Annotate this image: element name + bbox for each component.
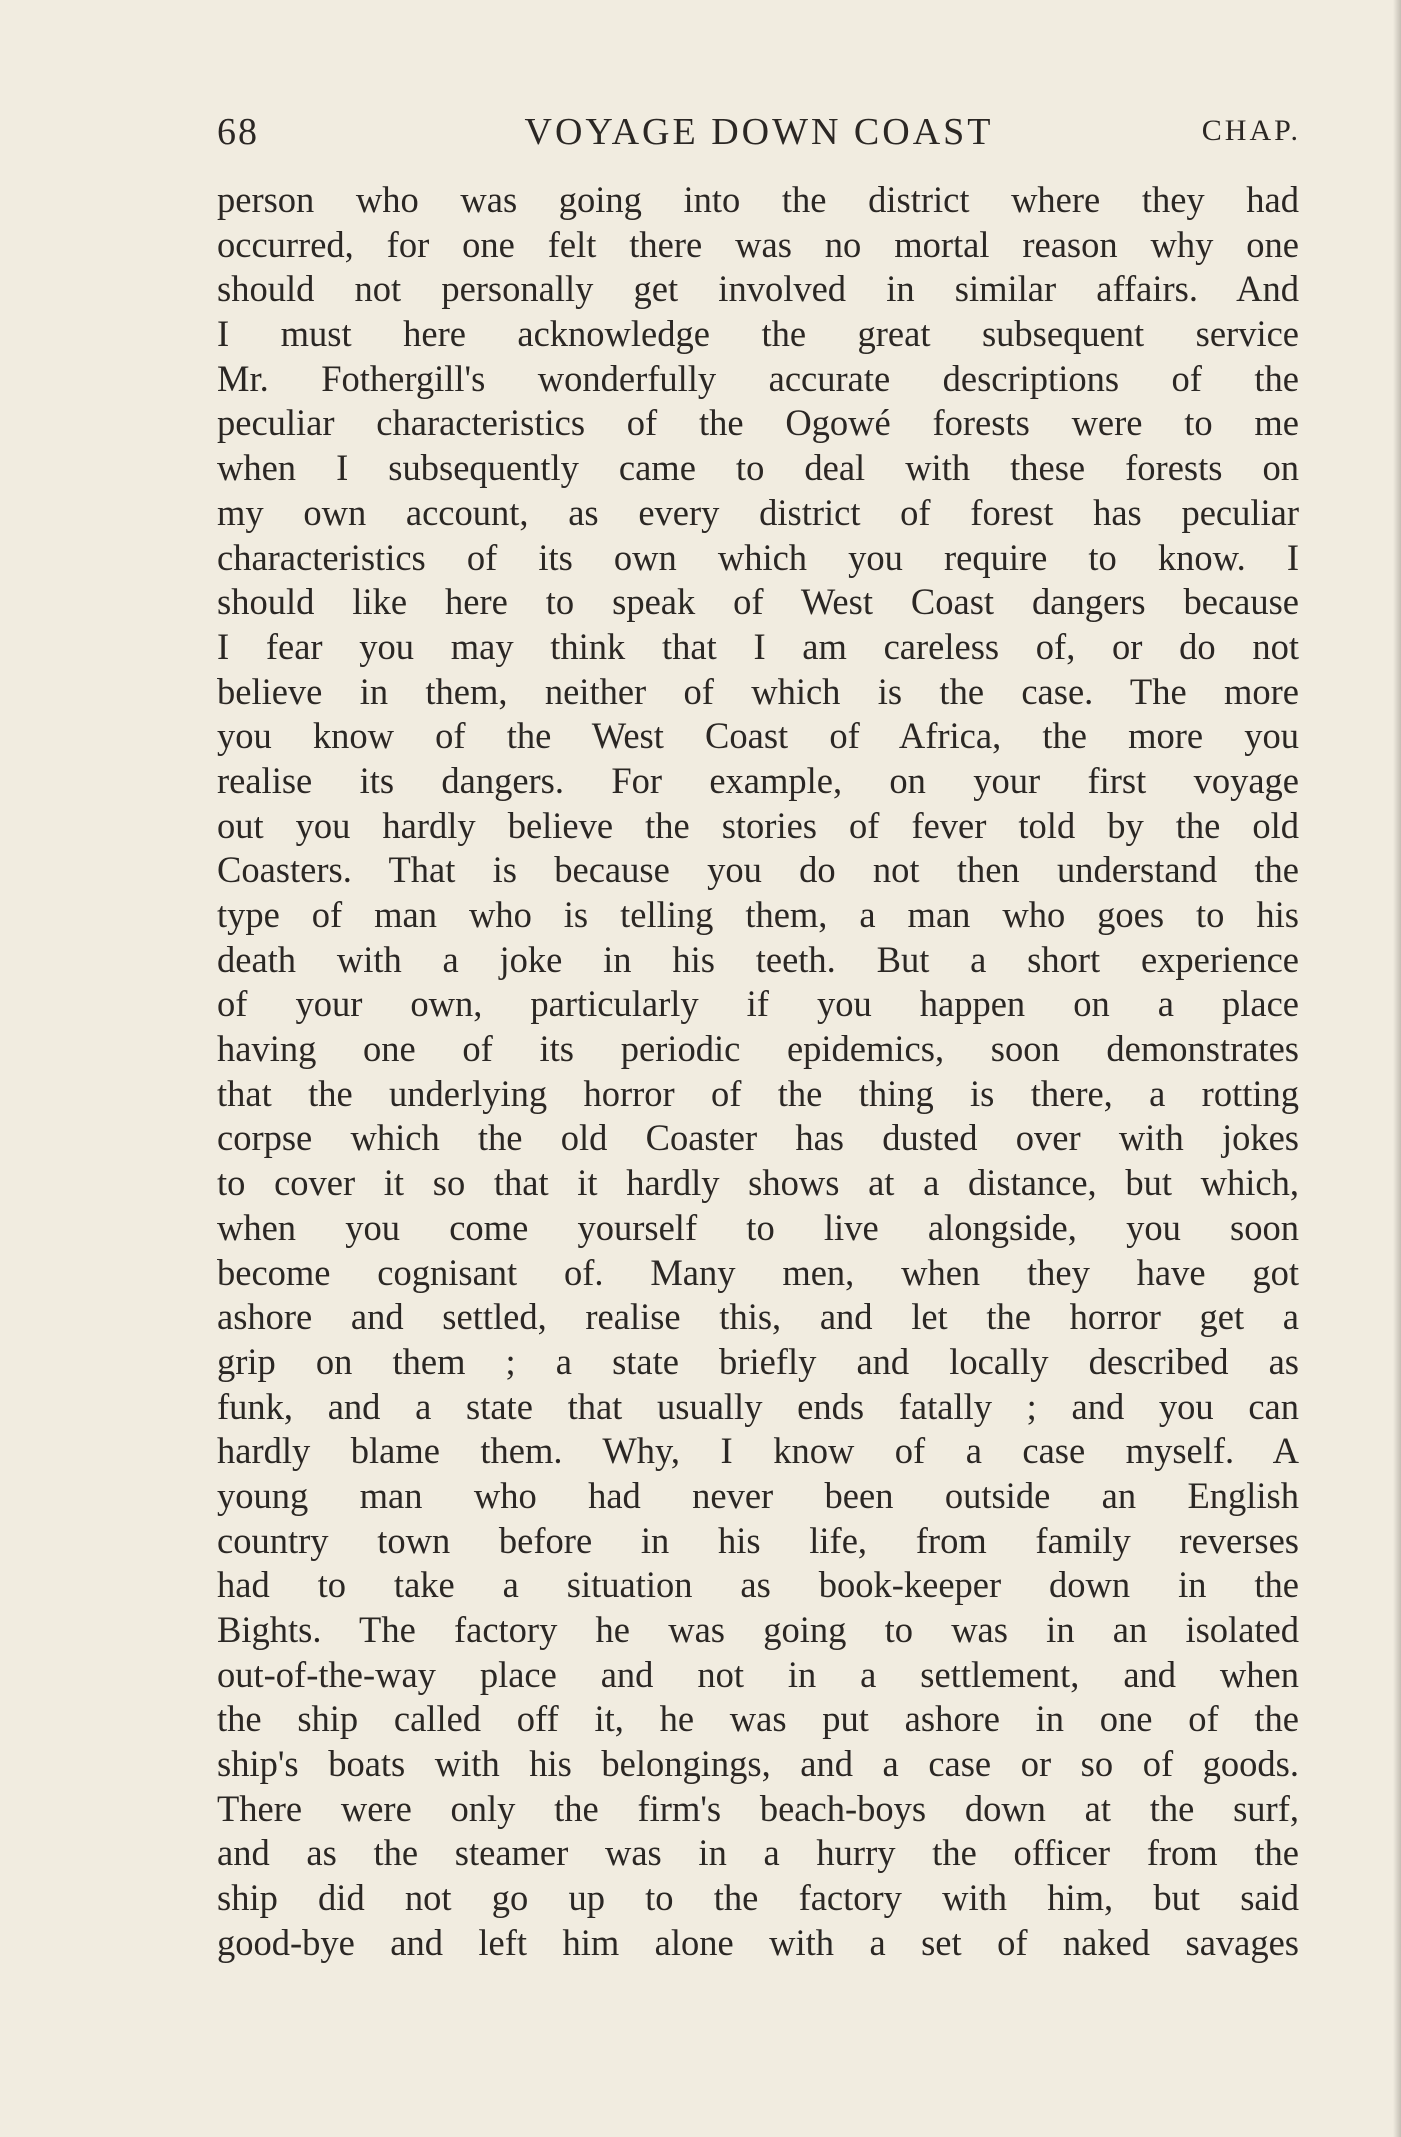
- text-line: good-bye and left him alone with a set of naked savages: [217, 1921, 1299, 1963]
- text-line: and as the steamer was in a hurry the officer from the: [217, 1832, 1299, 1874]
- text-line: type of man who is telling them, a man who goes to his: [217, 894, 1299, 935]
- text-line: believe in them, neither of which is the case. The more: [217, 670, 1299, 712]
- text-line: peculiar characteristics of the Ogowé forests were to me: [217, 402, 1299, 444]
- text-line: young man who had never been outside an English: [217, 1474, 1299, 1516]
- text-line: person who was going into the district where they had: [217, 179, 1299, 220]
- text-line: to cover it so that it hardly shows at a distance, but which,: [217, 1162, 1299, 1204]
- text-line: I must here acknowledge the great subsequent service: [217, 313, 1299, 355]
- text-line: out-of-the-way place and not in a settlement, and when: [217, 1653, 1299, 1695]
- text-line: out you hardly believe the stories of fever told by the old: [217, 804, 1299, 846]
- text-line: of your own, particularly if you happen on a place: [217, 983, 1299, 1025]
- text-line: Coasters. That is because you do not then understand the: [217, 849, 1299, 891]
- page-edge-shadow: [1393, 0, 1401, 2137]
- text-line: funk, and a state that usually ends fatally ; and you can: [217, 1385, 1299, 1427]
- text-line: become cognisant of. Many men, when they have got: [217, 1251, 1299, 1293]
- running-title: VOYAGE DOWN COAST: [524, 111, 994, 153]
- text-line: characteristics of its own which you require to know. I: [217, 536, 1299, 578]
- text-line: grip on them ; a state briefly and locally described as: [217, 1340, 1299, 1382]
- chapter-abbreviation: CHAP.: [1201, 114, 1301, 147]
- text-line: ship's boats with his belongings, and a case or so of goods.: [217, 1743, 1299, 1785]
- text-line: country town before in his life, from family reverses: [217, 1519, 1299, 1561]
- text-line: realise its dangers. For example, on your first voyage: [217, 759, 1299, 801]
- text-line: hardly blame them. Why, I know of a case myself. A: [217, 1430, 1299, 1472]
- text-line: ship did not go up to the factory with him, but said: [217, 1877, 1299, 1919]
- text-line: ashore and settled, realise this, and let the horror get a: [217, 1296, 1299, 1338]
- text-line: corpse which the old Coaster has dusted over with jokes: [217, 1117, 1299, 1159]
- text-line: when I subsequently came to deal with these forests on: [217, 447, 1299, 489]
- text-line: Mr. Fothergill's wonderfully accurate descriptions of the: [217, 357, 1299, 399]
- text-line: occurred, for one felt there was no mortal reason why one: [217, 223, 1299, 265]
- text-line: when you come yourself to live alongside, you soon: [217, 1206, 1299, 1248]
- text-line: Bights. The factory he was going to was in an isolated: [217, 1609, 1299, 1650]
- text-line: I fear you may think that I am careless of, or do not: [217, 625, 1299, 667]
- text-line: death with a joke in his teeth. But a short experience: [217, 938, 1299, 980]
- text-line: having one of its periodic epidemics, soon demonstrates: [217, 1028, 1299, 1070]
- text-line: should not personally get involved in similar affairs. And: [217, 268, 1299, 310]
- text-line: the ship called off it, he was put ashore in one of the: [217, 1698, 1299, 1740]
- text-line: you know of the West Coast of Africa, the more you: [217, 715, 1299, 757]
- text-line: should like here to speak of West Coast dangers because: [217, 581, 1299, 623]
- text-line: had to take a situation as book-keeper down in the: [217, 1564, 1299, 1606]
- text-line: that the underlying horror of the thing is there, a rotting: [217, 1072, 1299, 1114]
- text-line: There were only the firm's beach-boys down at the surf,: [217, 1787, 1299, 1829]
- body-text: [217, 178, 1299, 1966]
- page-number: 68: [217, 111, 259, 153]
- running-head: [217, 110, 1301, 160]
- text-line: my own account, as every district of forest has peculiar: [217, 491, 1299, 533]
